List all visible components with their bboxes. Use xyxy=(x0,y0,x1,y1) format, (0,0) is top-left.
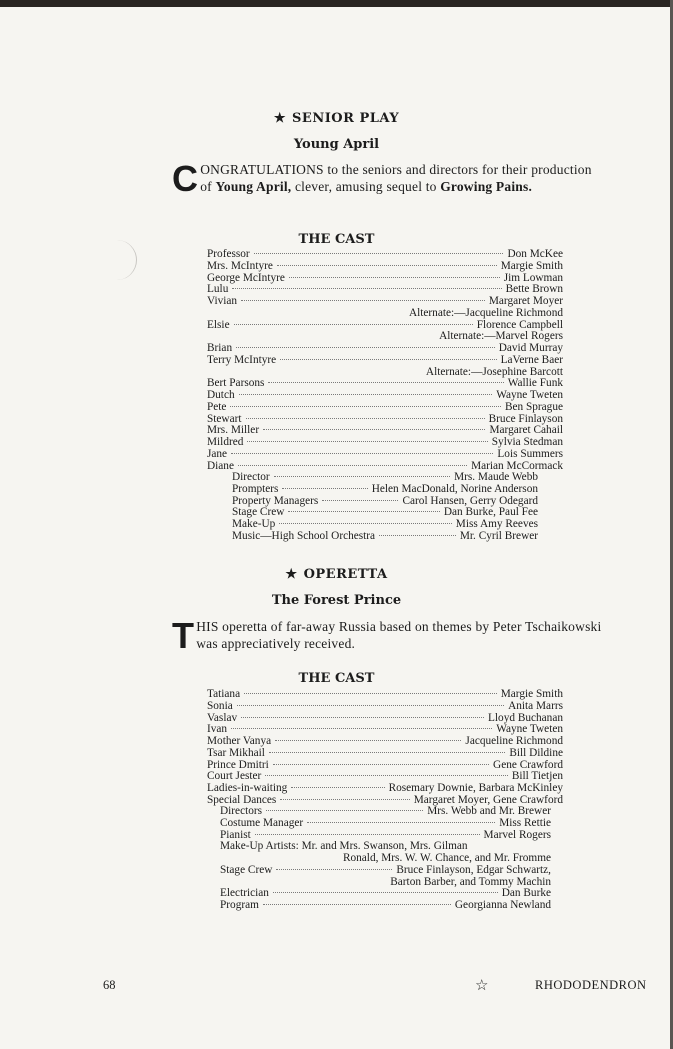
dot-leader xyxy=(247,441,487,442)
dot-leader xyxy=(246,418,485,419)
dot-leader xyxy=(236,347,495,348)
credit-text: Make-Up Artists: Mr. and Mrs. Swanson, Mrs. Gilman xyxy=(220,840,468,853)
alternate-text: Alternate:—Jacqueline Richmond xyxy=(408,306,563,319)
performer-name: Carol Hansen, Gerry Odegard xyxy=(402,494,538,507)
dot-leader xyxy=(241,300,485,301)
dot-leader xyxy=(232,288,501,289)
dot-leader xyxy=(379,535,456,536)
dot-leader xyxy=(244,693,497,694)
senior-cast-row xyxy=(207,261,563,273)
role-name: Prompters xyxy=(232,482,279,495)
role-name: Prince Dmitri xyxy=(207,758,269,771)
dot-leader xyxy=(273,892,498,893)
performer-name: Marvel Rogers xyxy=(483,828,551,841)
performer-name: Bill Dildine xyxy=(509,746,563,759)
dot-leader xyxy=(291,787,384,788)
operetta-title: OPERETTA xyxy=(303,567,388,582)
performer-name: Florence Campbell xyxy=(476,318,563,331)
role-name: Terry McIntyre xyxy=(207,353,277,366)
dot-leader xyxy=(274,476,450,477)
performer-name: Georgianna Newland xyxy=(454,899,551,911)
performer-name: Wallie Funk xyxy=(507,377,563,390)
senior-cast-row xyxy=(207,402,563,414)
role-name: Pianist xyxy=(220,828,251,841)
dot-leader xyxy=(255,834,480,835)
senior-cast-row xyxy=(207,390,563,402)
dot-leader xyxy=(265,775,508,776)
dot-leader xyxy=(280,359,496,360)
dot-leader xyxy=(289,277,500,278)
performer-name: Wayne Tweten xyxy=(496,723,563,736)
performer-name: Don McKee xyxy=(507,248,563,260)
senior-crew-list xyxy=(232,472,538,543)
dot-leader xyxy=(234,324,473,325)
footer-book-title: RHODODENDRON xyxy=(535,978,647,992)
senior-cast-row xyxy=(207,449,563,461)
dot-leader xyxy=(269,752,505,753)
dot-leader xyxy=(266,810,423,811)
senior-play-title: SENIOR PLAY xyxy=(292,111,400,126)
role-name: Director xyxy=(232,471,270,483)
operetta-crew-row xyxy=(220,900,551,912)
dot-leader xyxy=(231,453,493,454)
role-name: Electrician xyxy=(220,887,269,900)
role-name: Stage Crew xyxy=(220,863,273,876)
role-name: Sonia xyxy=(207,699,233,712)
dot-leader xyxy=(280,799,409,800)
performer-name: Bruce Finlayson xyxy=(488,412,563,425)
role-name: Ladies-in-waiting xyxy=(207,782,288,794)
operetta-cast-heading: THE CAST xyxy=(298,671,375,686)
dot-leader xyxy=(237,705,504,706)
senior-crew-row xyxy=(232,484,538,496)
operetta-cast-row xyxy=(207,748,563,760)
dot-leader xyxy=(276,869,392,870)
role-name: Costume Manager xyxy=(220,816,304,829)
star-icon: ★ xyxy=(273,111,287,126)
operetta-cast-row xyxy=(207,736,563,748)
performer-name: Anita Marrs xyxy=(508,699,563,712)
role-name: Stewart xyxy=(207,412,242,425)
continuation-text: Barton Barber, and Tommy Machin xyxy=(390,875,551,888)
role-name: Court Jester xyxy=(207,770,262,783)
performer-name: Bruce Finlayson, Edgar Schwartz, xyxy=(396,863,551,876)
operetta-crew-row xyxy=(220,865,551,877)
role-name: Program xyxy=(220,899,259,911)
role-name: Directors xyxy=(220,805,263,817)
senior-cast-row xyxy=(207,355,563,367)
performer-name: Helen MacDonald, Norine Anderson xyxy=(371,482,538,495)
drop-cap: C xyxy=(172,158,199,199)
operetta-crew-row xyxy=(220,818,551,830)
senior-play-subtitle: Young April xyxy=(293,137,380,152)
operetta-cast-row xyxy=(207,701,563,713)
dot-leader xyxy=(268,382,503,383)
alternate-text: Alternate:—Josephine Barcott xyxy=(425,365,563,378)
continuation-text: Ronald, Mrs. W. W. Chance, and Mr. Fromme xyxy=(342,852,551,864)
role-name: Dutch xyxy=(207,389,235,401)
role-name: Mother Vanya xyxy=(207,735,272,747)
performer-name: Margie Smith xyxy=(500,688,563,700)
role-name: Make-Up xyxy=(232,518,276,530)
senior-crew-row xyxy=(232,472,538,484)
role-name: Stage Crew xyxy=(232,506,285,519)
role-name: Diane xyxy=(207,459,234,472)
performer-name: Marian McCormack xyxy=(471,459,563,472)
operetta-cast-row xyxy=(207,689,563,701)
dot-leader xyxy=(238,465,467,466)
operetta-crew-list xyxy=(220,806,551,912)
performer-name: Lois Summers xyxy=(497,447,563,460)
role-name: Jane xyxy=(207,447,228,460)
performer-name: Bill Tietjen xyxy=(511,770,563,783)
page-number: 68 xyxy=(103,978,116,992)
operetta-crew-row xyxy=(220,806,551,818)
performer-name: Miss Amy Reeves xyxy=(455,518,538,530)
operetta-intro: THIS operetta of far-away Russia based on themes by Peter Tschaikowski was appreciatively received. xyxy=(172,615,602,656)
performer-name: Margie Smith xyxy=(500,259,563,272)
dot-leader xyxy=(322,500,398,501)
dot-leader xyxy=(263,429,485,430)
performer-name: Miss Rettie xyxy=(499,816,551,829)
role-name: Special Dances xyxy=(207,793,277,806)
dot-leader xyxy=(307,822,495,823)
senior-cast-heading: THE CAST xyxy=(298,232,375,247)
dot-leader xyxy=(277,265,497,266)
role-name: Ivan xyxy=(207,723,228,736)
performer-name: Sylvia Stedman xyxy=(491,436,563,448)
operetta-cast-row xyxy=(207,783,563,795)
performer-name: Ben Sprague xyxy=(504,400,563,413)
performer-name: Lloyd Buchanan xyxy=(488,711,563,724)
senior-crew-row xyxy=(232,519,538,531)
senior-cast-list xyxy=(207,249,563,472)
senior-crew-row xyxy=(232,531,538,543)
senior-cast-row xyxy=(207,343,563,355)
role-name: Elsie xyxy=(207,318,230,331)
senior-cast-alternate-row xyxy=(207,308,563,320)
performer-name: Rosemary Downie, Barbara McKinley xyxy=(388,782,563,794)
operetta-cast-list xyxy=(207,689,563,807)
role-name: Tsar Mikhail xyxy=(207,746,265,759)
performer-name: Bette Brown xyxy=(505,283,563,296)
performer-name: Margaret Cahail xyxy=(489,424,563,437)
dot-leader xyxy=(273,764,489,765)
operetta-heading xyxy=(0,567,673,582)
role-name: Pete xyxy=(207,400,227,413)
senior-play-heading xyxy=(0,111,673,126)
senior-cast-row xyxy=(207,249,563,261)
page-top-edge xyxy=(0,0,673,7)
performer-name: Jim Lowman xyxy=(503,271,563,284)
dot-leader xyxy=(279,523,451,524)
performer-name: Margaret Moyer xyxy=(488,295,563,307)
performer-name: Dan Burke, Paul Fee xyxy=(443,506,538,519)
performer-name: Jacqueline Richmond xyxy=(465,735,563,747)
role-name: Professor xyxy=(207,248,250,260)
operetta-crew-continuation-row xyxy=(220,853,551,865)
performer-name: Mrs. Webb and Mr. Brewer xyxy=(427,805,551,817)
footer-star-icon: ☆ xyxy=(475,978,489,994)
dot-leader xyxy=(275,740,461,741)
senior-play-intro: CONGRATULATIONS to the seniors and directors for their production of Young April, clever, amusing sequel to Growing Pains. xyxy=(172,158,592,199)
operetta-subtitle: The Forest Prince xyxy=(271,593,402,608)
performer-name: Mr. Cyril Brewer xyxy=(459,529,538,542)
performer-name: David Murray xyxy=(498,342,563,354)
performer-name: Margaret Moyer, Gene Crawford xyxy=(413,793,563,806)
dot-leader xyxy=(231,728,492,729)
dot-leader xyxy=(263,904,451,905)
dot-leader xyxy=(282,488,367,489)
role-name: Vaslav xyxy=(207,711,238,724)
performer-name: Wayne Tweten xyxy=(496,389,563,401)
role-name: Mrs. McIntyre xyxy=(207,259,273,272)
senior-cast-row xyxy=(207,437,563,449)
performer-name: Dan Burke xyxy=(501,887,551,900)
performer-name: Mrs. Maude Webb xyxy=(454,471,538,483)
role-name: Brian xyxy=(207,342,233,354)
dot-leader xyxy=(288,511,439,512)
dot-leader xyxy=(254,253,504,254)
dot-leader xyxy=(241,717,484,718)
role-name: George McIntyre xyxy=(207,271,285,284)
role-name: Vivian xyxy=(207,295,238,307)
performer-name: LaVerne Baer xyxy=(500,353,563,366)
role-name: Property Managers xyxy=(232,494,319,507)
role-name: Music—High School Orchestra xyxy=(232,529,376,542)
role-name: Tatiana xyxy=(207,688,241,700)
performer-name: Gene Crawford xyxy=(493,758,563,771)
dot-leader xyxy=(230,406,501,407)
role-name: Mildred xyxy=(207,436,244,448)
role-name: Bert Parsons xyxy=(207,377,265,390)
role-name: Mrs. Miller xyxy=(207,424,260,437)
role-name: Lulu xyxy=(207,283,229,296)
star-icon: ★ xyxy=(285,567,298,582)
alternate-text: Alternate:—Marvel Rogers xyxy=(439,330,563,343)
senior-cast-row xyxy=(207,296,563,308)
dot-leader xyxy=(239,394,493,395)
drop-cap: T xyxy=(172,615,195,656)
